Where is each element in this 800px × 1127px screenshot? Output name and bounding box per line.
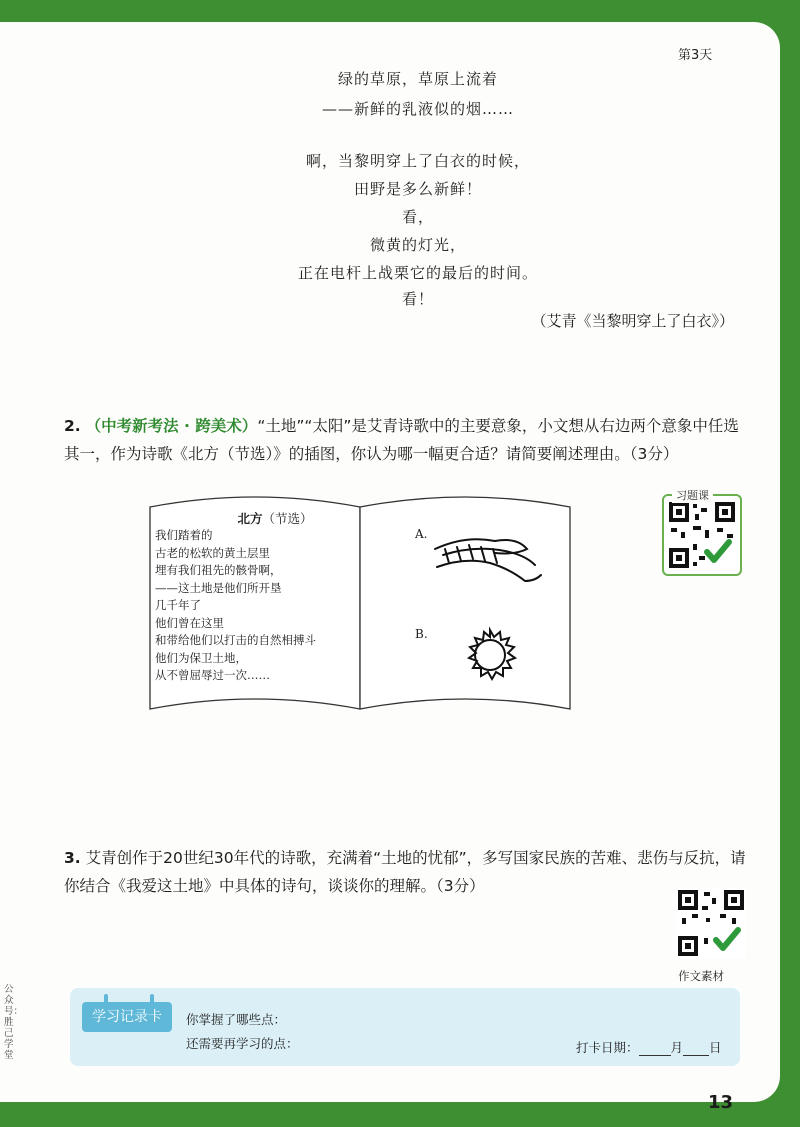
poem-line: 田野是多么新鲜！ — [353, 180, 482, 198]
question-tag: （中考新考法 · 跨美术） — [85, 417, 258, 435]
book-line: 埋有我们祖先的骸骨啊， — [155, 563, 282, 577]
book-line: 我们踏着的 — [155, 528, 213, 542]
poem-line: 绿的草原，草原上流着 — [337, 70, 498, 88]
book-line: 从不曾屈辱过一次…… — [155, 668, 270, 682]
month-blank[interactable] — [639, 1055, 671, 1056]
book-line: 和带给他们以打击的自然相搏斗 — [155, 633, 316, 647]
book-line: 古老的松软的黄土层里 — [155, 545, 270, 560]
option-a-label: A. — [415, 527, 428, 541]
day-blank[interactable] — [683, 1055, 709, 1056]
question-text: 艾青创作于20世纪30年代的诗歌，充满着“土地的忧郁”，多写国家民族的苦难、悲伤与反抗，请你结合《我爱这土地》中具体的诗句，谈谈你的理解。（3分） — [64, 849, 746, 895]
book-line: 他们曾在这里 — [155, 615, 224, 630]
book-line: 几千年了 — [155, 598, 201, 612]
question-3 — [64, 844, 754, 900]
checkin-date-label: 打卡日期： — [576, 1040, 639, 1055]
month-label: 月 — [670, 1040, 684, 1055]
day-label: 日 — [709, 1040, 722, 1055]
book-line: ——这土地是他们所开垦 — [155, 580, 282, 595]
qr-code-icon[interactable] — [676, 888, 746, 958]
question-number: 2. — [64, 417, 81, 435]
poem-line: 看！ — [401, 290, 434, 308]
qr-frame-exercise[interactable] — [662, 494, 742, 576]
record-card-badge: 学习记录卡 — [82, 1002, 172, 1032]
qr-caption-essay: 作文素材 — [678, 969, 724, 983]
poem-line: 看， — [401, 208, 434, 226]
qr-label-exercise: 习题课 — [672, 487, 713, 503]
option-b-label: B. — [415, 627, 428, 641]
question-2 — [64, 412, 754, 468]
study-record-card — [70, 988, 740, 1066]
page-sheet — [0, 22, 780, 1113]
day-tag: 第3天 — [678, 48, 713, 63]
poem-line: 啊，当黎明穿上了白衣的时候， — [305, 152, 530, 170]
poem-attribution: （艾青《当黎明穿上了白衣》） — [531, 312, 734, 330]
qr-code-icon — [667, 500, 737, 570]
poem-line: 微黄的灯光， — [369, 236, 466, 254]
book-poem — [155, 527, 365, 685]
poem-line: 正在电杆上战栗它的最后的时间。 — [297, 264, 538, 282]
side-watermark-text: 公众号：胜己学堂 — [4, 984, 24, 1061]
page-number: 13 — [708, 1092, 734, 1113]
poem-line: ——新鲜的乳液似的烟…… — [321, 100, 514, 118]
checkin-date — [576, 1038, 722, 1056]
question-text: “土地”“太阳”是艾青诗歌中的主要意象，小文想从右边两个意象中任选其一，作为诗歌《北方（节选）》的插图，你认为哪一幅更合适？请简要阐述理由。（3分） — [64, 417, 739, 463]
question-number: 3. — [64, 849, 81, 867]
book-title: 北方（节选） — [237, 511, 313, 526]
mastered-points-label: 你掌握了哪些点： — [186, 1012, 287, 1027]
book-line: 他们为保卫土地， — [155, 650, 247, 665]
book-illustration — [145, 477, 575, 717]
review-points-label: 还需要再学习的点： — [186, 1036, 299, 1051]
